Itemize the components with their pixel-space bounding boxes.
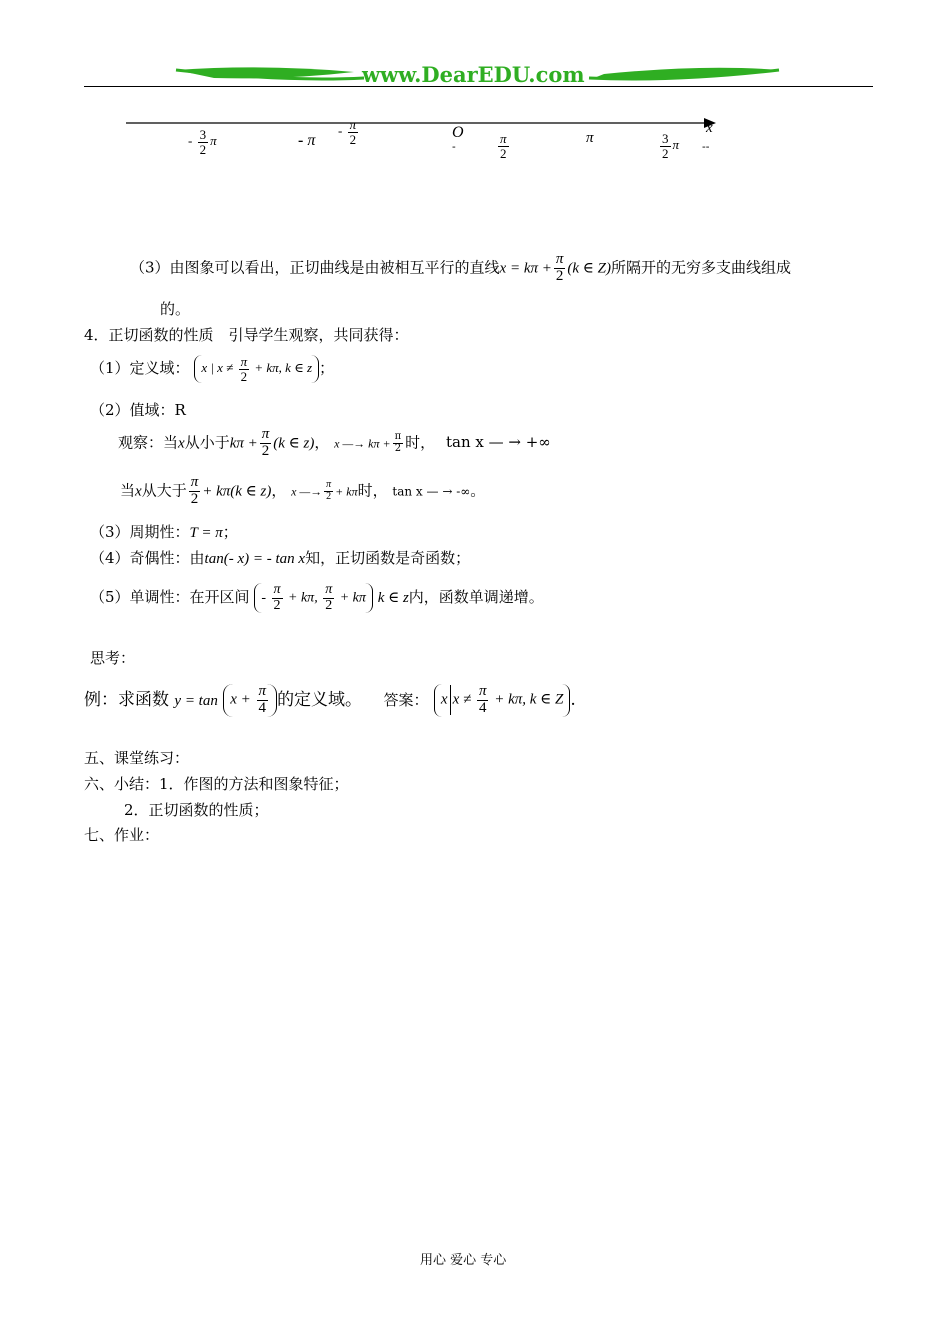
axis-dots: -- xyxy=(702,140,710,153)
tick-neg-half-pi: - $\frac{\pi}{2}$ xyxy=(338,117,357,147)
answer-set: x x ≠ $\frac{\pi}{4}$ + kπ, k ∈ Z xyxy=(434,684,570,717)
tick-three-half-pi: $\frac{3}{2}$ π xyxy=(662,131,680,161)
example-paren: x + $\frac{\pi}{4}$ xyxy=(223,684,277,717)
observe1-line: 观察：当x从小于kπ + $\frac{\pi}{2}$ (k ∈ z)， x —→ kπ + $\frac{\pi}{2}$ 时， tan x — → +∞ xyxy=(118,426,551,459)
observe2-line: 当x从大于 $\frac{\pi}{2}$ + kπ(k ∈ z)， x —→ $\frac{\pi}{2}$ + kπ时， tan x — → -∞。 xyxy=(120,474,486,507)
range-line: （2）值域：R xyxy=(90,401,186,419)
tick-pi: π xyxy=(586,130,594,146)
axis-x-label: x xyxy=(706,120,713,136)
interval-set: - $\frac{\pi}{2}$ + kπ, $\frac{\pi}{2}$ + kπ xyxy=(254,583,373,613)
footer-text: 用心 爱心 专心 xyxy=(420,1253,507,1268)
parity-line: （4）奇偶性：由tan(- x) = - tan x知，正切函数是奇函数； xyxy=(90,549,471,567)
axis-origin-dash: - xyxy=(452,140,456,153)
tick-neg-three-half-pi: - $\frac{3}{2}$ π xyxy=(188,127,217,157)
period-line: （3）周期性：T = π； xyxy=(90,523,238,541)
section6b: 2．正切函数的性质； xyxy=(124,801,269,819)
section6: 六、小结：1．作图的方法和图象特征； xyxy=(84,775,349,793)
section7: 七、作业： xyxy=(84,826,160,844)
number-axis xyxy=(120,112,730,182)
axis-origin-label: O xyxy=(452,124,464,141)
section4-title: 4．正切函数的性质 引导学生观察，共同获得： xyxy=(84,326,409,344)
tick-neg-pi: - π xyxy=(298,132,316,149)
think-label: 思考： xyxy=(90,649,136,667)
section5: 五、课堂练习： xyxy=(84,749,190,767)
domain-set: x | x ≠ $\frac{\pi}{2}$ + kπ, k ∈ z xyxy=(194,355,319,383)
item3-line1: （3）由图象可以看出，正切曲线是由被相互平行的直线x = kπ + $\frac{\pi}{2}$ (k ∈ Z)所隔开的无穷多支曲线组成 xyxy=(130,251,791,284)
tick-half-pi: $\frac{\pi}{2}$ xyxy=(500,131,507,161)
header-rule xyxy=(84,86,873,87)
monotonic-line: （5）单调性：在开区间 - $\frac{\pi}{2}$ + kπ, $\frac{\pi}{2}$ + kπ k ∈ z内，函数单调递增。 xyxy=(90,582,544,613)
item3-line2: 的。 xyxy=(160,300,191,318)
site-logo-text: www.DearEDU.com xyxy=(362,62,585,87)
domain-line: （1）定义域： x | x ≠ $\frac{\pi}{2}$ + kπ, k ∈ z ； xyxy=(90,354,335,384)
example-line: 例：求函数 y = tan x + $\frac{\pi}{4}$ 的定义域。 答案： x x ≠ $\frac{\pi}{4}$ + kπ, k ∈ Z . xyxy=(84,683,576,716)
